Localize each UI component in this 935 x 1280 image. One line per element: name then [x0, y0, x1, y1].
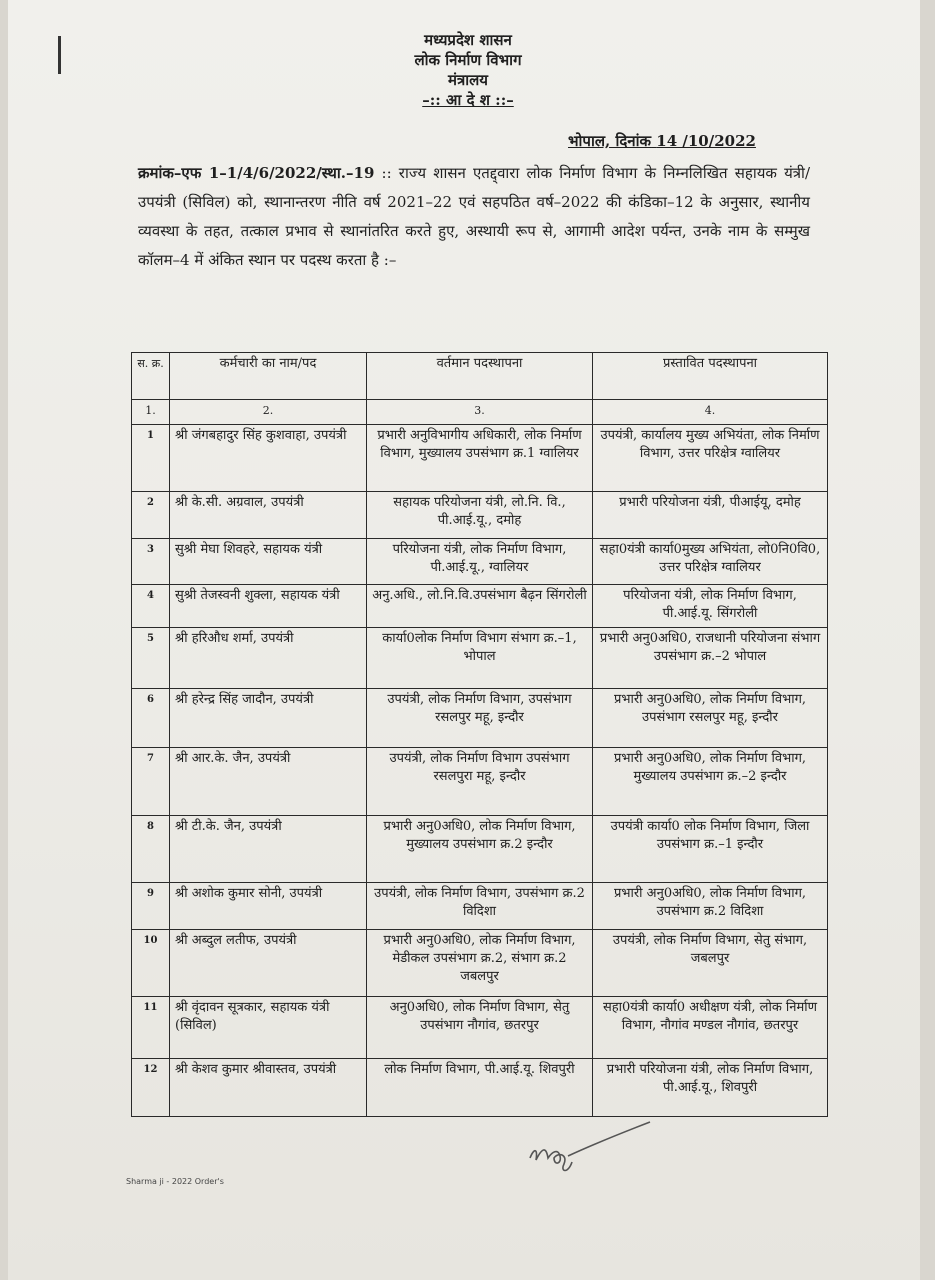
table-row	[132, 539, 828, 585]
ministry-name: मंत्रालय	[447, 71, 488, 89]
row-serial: 5	[132, 628, 170, 689]
table-row	[132, 1059, 828, 1117]
col-number-1: 1.	[132, 400, 170, 425]
row-employee-name: श्री टी.के. जैन, उपयंत्री	[170, 816, 367, 883]
row-employee-name: सुश्री मेघा शिवहरे, सहायक यंत्री	[170, 539, 367, 585]
row-proposed-posting: प्रभारी परियोजना यंत्री, लोक निर्माण विभाग, पी.आई.यू., शिवपुरी	[593, 1059, 828, 1117]
table-row	[132, 585, 828, 628]
table-row	[132, 748, 828, 816]
row-employee-name: श्री के.सी. अग्रवाल, उपयंत्री	[170, 492, 367, 539]
signature-scribble	[524, 1118, 654, 1178]
row-current-posting: प्रभारी अनु0अधि0, लोक निर्माण विभाग, मुख्यालय उपसंभाग क्र.2 इन्दौर	[367, 816, 593, 883]
order-body: :: राज्य शासन एतद्द्वारा लोक निर्माण विभाग के निम्नलिखित सहायक यंत्री/उपयंत्री (सिविल) को, स्थानान्तरण नीति वर्ष 2021–22 एवं सहपठित वर्ष–2022 की कंडिका–12 के अनुसार, स्थानीय व्यवस्था के तहत, तत्काल प्रभाव से स्थानांतरित करते हुए, अस्थायी रूप से, आगामी आदेश पर्यन्त, उनके नाम के सम्मुख कॉलम–4 में अंकित स्थान पर पदस्थ करता है :–	[138, 164, 811, 269]
row-serial: 2	[132, 492, 170, 539]
row-serial: 9	[132, 883, 170, 930]
department-name: लोक निर्माण विभाग	[414, 51, 522, 69]
col-number-4: 4.	[593, 400, 828, 425]
order-title: –:: आ दे श ::–	[422, 91, 514, 109]
row-current-posting: प्रभारी अनुविभागीय अधिकारी, लोक निर्माण विभाग, मुख्यालय उपसंभाग क्र.1 ग्वालियर	[367, 425, 593, 492]
row-employee-name: श्री केशव कुमार श्रीवास्तव, उपयंत्री	[170, 1059, 367, 1117]
col-number-2: 2.	[170, 400, 367, 425]
row-current-posting: उपयंत्री, लोक निर्माण विभाग, उपसंभाग क्र.2 विदिशा	[367, 883, 593, 930]
margin-pen-mark	[58, 36, 61, 74]
column-number-row	[132, 400, 828, 425]
transfer-table	[131, 352, 828, 1117]
row-employee-name: श्री अब्दुल लतीफ, उपयंत्री	[170, 930, 367, 997]
table-row	[132, 816, 828, 883]
row-current-posting: अनु0अधि0, लोक निर्माण विभाग, सेतु उपसंभाग नौगांव, छतरपुर	[367, 997, 593, 1059]
header-current-posting: वर्तमान पदस्थापना	[367, 353, 593, 400]
col-number-3: 3.	[367, 400, 593, 425]
table-row	[132, 628, 828, 689]
row-proposed-posting: परियोजना यंत्री, लोक निर्माण विभाग, पी.आई.यू. सिंगरोली	[593, 585, 828, 628]
row-current-posting: कार्या0लोक निर्माण विभाग संभाग क्र.–1, भोपाल	[367, 628, 593, 689]
footer-note: Sharma ji - 2022 Order's	[126, 1177, 224, 1186]
row-proposed-posting: उपयंत्री कार्या0 लोक निर्माण विभाग, जिला उपसंभाग क्र.–1 इन्दौर	[593, 816, 828, 883]
row-serial: 6	[132, 689, 170, 748]
row-proposed-posting: प्रभारी अनु0अधि0, राजधानी परियोजना संभाग उपसंभाग क्र.–2 भोपाल	[593, 628, 828, 689]
row-serial: 4	[132, 585, 170, 628]
row-proposed-posting: उपयंत्री, कार्यालय मुख्य अभियंता, लोक निर्माण विभाग, उत्तर परिक्षेत्र ग्वालियर	[593, 425, 828, 492]
row-serial: 7	[132, 748, 170, 816]
table-row	[132, 997, 828, 1059]
header-serial: स. क्र.	[132, 353, 170, 400]
row-proposed-posting: उपयंत्री, लोक निर्माण विभाग, सेतु संभाग, जबलपुर	[593, 930, 828, 997]
row-current-posting: लोक निर्माण विभाग, पी.आई.यू. शिवपुरी	[367, 1059, 593, 1117]
row-employee-name: श्री वृंदावन सूत्रकार, सहायक यंत्री (सिविल)	[170, 997, 367, 1059]
row-proposed-posting: सहा0यंत्री कार्या0मुख्य अभियंता, लो0नि0वि0, उत्तर परिक्षेत्र ग्वालियर	[593, 539, 828, 585]
table-row	[132, 930, 828, 997]
table-row	[132, 689, 828, 748]
govt-name: मध्यप्रदेश शासन	[424, 31, 512, 49]
row-current-posting: परियोजना यंत्री, लोक निर्माण विभाग, पी.आई.यू., ग्वालियर	[367, 539, 593, 585]
row-proposed-posting: प्रभारी परियोजना यंत्री, पीआईयू, दमोह	[593, 492, 828, 539]
table-row	[132, 425, 828, 492]
row-employee-name: श्री आर.के. जैन, उपयंत्री	[170, 748, 367, 816]
row-current-posting: सहायक परियोजना यंत्री, लो.नि. वि., पी.आई.यू., दमोह	[367, 492, 593, 539]
row-serial: 8	[132, 816, 170, 883]
date-label: भोपाल, दिनांक	[568, 132, 652, 150]
row-serial: 11	[132, 997, 170, 1059]
row-employee-name: श्री हरेन्द्र सिंह जादौन, उपयंत्री	[170, 689, 367, 748]
row-serial: 12	[132, 1059, 170, 1117]
row-serial: 1	[132, 425, 170, 492]
row-current-posting: उपयंत्री, लोक निर्माण विभाग उपसंभाग रसलपुरा महू, इन्दौर	[367, 748, 593, 816]
row-current-posting: प्रभारी अनु0अधि0, लोक निर्माण विभाग, मेडीकल उपसंभाग क्र.2, संभाग क्र.2 जबलपुर	[367, 930, 593, 997]
table-header-row	[132, 353, 828, 400]
row-proposed-posting: प्रभारी अनु0अधि0, लोक निर्माण विभाग, उपसंभाग रसलपुर महू, इन्दौर	[593, 689, 828, 748]
order-header	[338, 30, 598, 110]
table-row	[132, 883, 828, 930]
row-proposed-posting: सहा0यंत्री कार्या0 अधीक्षण यंत्री, लोक निर्माण विभाग, नौगांव मण्डल नौगांव, छतरपुर	[593, 997, 828, 1059]
row-serial: 3	[132, 539, 170, 585]
row-employee-name: श्री जंगबहादुर सिंह कुशवाहा, उपयंत्री	[170, 425, 367, 492]
date-value: 14 /10/2022	[656, 132, 756, 150]
row-employee-name: श्री हरिऔध शर्मा, उपयंत्री	[170, 628, 367, 689]
row-current-posting: अनु.अधि., लो.नि.वि.उपसंभाग बैढ़न सिंगरोली	[367, 585, 593, 628]
order-paragraph	[138, 159, 810, 275]
document-page	[8, 0, 920, 1280]
row-employee-name: श्री अशोक कुमार सोनी, उपयंत्री	[170, 883, 367, 930]
row-current-posting: उपयंत्री, लोक निर्माण विभाग, उपसंभाग रसलपुर महू, इन्दौर	[367, 689, 593, 748]
row-proposed-posting: प्रभारी अनु0अधि0, लोक निर्माण विभाग, उपसंभाग क्र.2 विदिशा	[593, 883, 828, 930]
header-employee-name: कर्मचारी का नाम/पद	[170, 353, 367, 400]
row-proposed-posting: प्रभारी अनु0अधि0, लोक निर्माण विभाग, मुख्यालय उपसंभाग क्र.–2 इन्दौर	[593, 748, 828, 816]
order-reference: क्रमांक–एफ 1–1/4/6/2022/स्था.–19	[138, 164, 375, 182]
table-row	[132, 492, 828, 539]
row-employee-name: सुश्री तेजस्वनी शुक्ला, सहायक यंत्री	[170, 585, 367, 628]
row-serial: 10	[132, 930, 170, 997]
header-proposed-posting: प्रस्तावित पदस्थापना	[593, 353, 828, 400]
order-date	[568, 131, 756, 151]
